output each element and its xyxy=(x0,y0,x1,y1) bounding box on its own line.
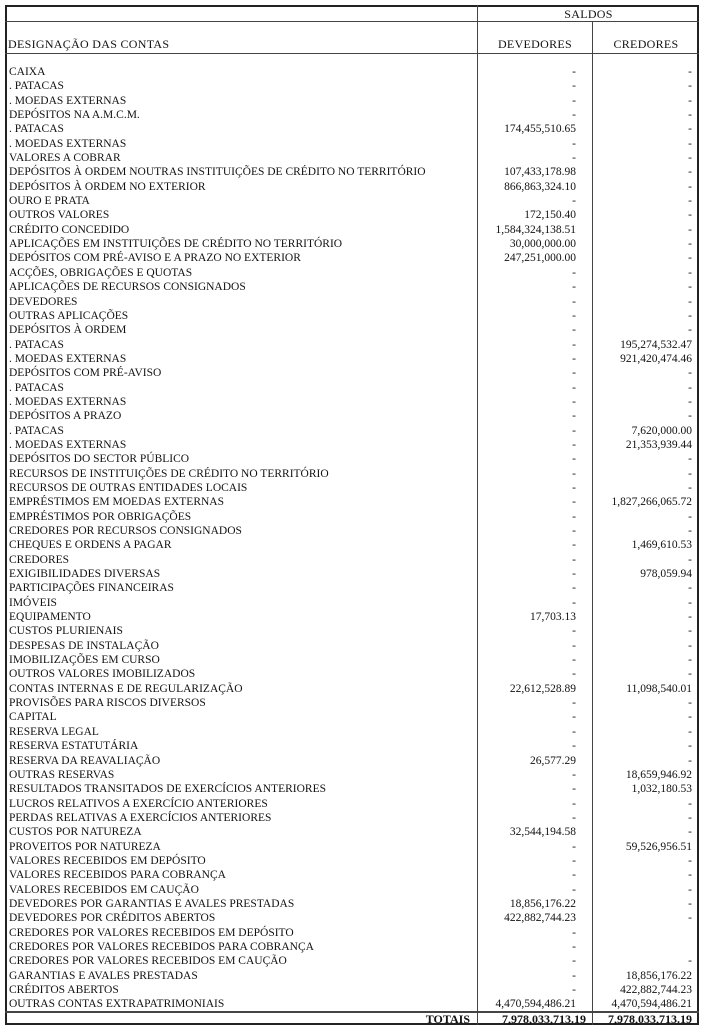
table-row xyxy=(7,323,699,337)
credores-value: - xyxy=(688,295,692,308)
table-row xyxy=(7,137,699,151)
account-name: OUTROS VALORES IMOBILIZADOS xyxy=(9,668,196,681)
account-name: DEPÓSITOS A PRAZO xyxy=(9,410,122,423)
divider xyxy=(5,53,699,54)
account-name: DEVEDORES xyxy=(9,295,78,308)
credores-value: 18,856,176.22 xyxy=(625,969,692,982)
credores-value: - xyxy=(688,109,692,122)
account-name: EMPRÉSTIMOS POR OBRIGAÇÕES xyxy=(9,510,192,523)
table-row xyxy=(7,911,699,925)
credores-value: - xyxy=(688,166,692,179)
table-row xyxy=(7,510,699,524)
devedores-value: - xyxy=(572,367,576,380)
credores-value: - xyxy=(688,754,692,767)
table-row xyxy=(7,624,699,638)
account-name: CREDORES xyxy=(9,553,70,566)
credores-value: - xyxy=(688,811,692,824)
table-row xyxy=(7,409,699,423)
account-name: DEPÓSITOS COM PRÉ-AVISO E A PRAZO NO EXTERIOR xyxy=(9,252,301,265)
account-name: PROVEITOS POR NATUREZA xyxy=(9,840,161,853)
account-name: CREDORES POR RECURSOS CONSIGNADOS xyxy=(9,525,242,537)
account-name: . MOEDAS EXTERNAS xyxy=(9,137,127,150)
devedores-value: - xyxy=(572,725,576,738)
credores-value: - xyxy=(688,367,692,380)
account-name: RESERVA ESTATUTÁRIA xyxy=(9,740,139,753)
accounts-table-body xyxy=(7,65,699,1012)
devedores-value: 30,000,000.00 xyxy=(509,238,576,251)
devedores-value: - xyxy=(572,467,576,480)
account-name: VALORES RECEBIDOS PARA COBRANÇA xyxy=(9,869,226,882)
account-name: RECURSOS DE OUTRAS ENTIDADES LOCAIS xyxy=(9,481,248,494)
devedores-value: - xyxy=(572,295,576,308)
table-row xyxy=(7,151,699,165)
divider xyxy=(5,21,699,22)
account-name: . MOEDAS EXTERNAS xyxy=(9,352,127,365)
table-row xyxy=(7,438,699,452)
credores-value: - xyxy=(688,797,692,810)
devedores-value: - xyxy=(572,338,576,351)
devedores-value: 172,150.40 xyxy=(524,209,576,222)
devedores-value: - xyxy=(572,525,576,537)
credores-value: 1,827,266,065.72 xyxy=(611,496,692,509)
credores-value: - xyxy=(688,596,692,609)
devedores-value: 18,856,176.22 xyxy=(509,897,576,910)
table-row xyxy=(7,122,699,136)
header-credores: CREDORES xyxy=(613,37,679,51)
account-name: OUTRAS RESERVAS xyxy=(9,768,115,781)
devedores-value: - xyxy=(572,783,576,796)
table-row xyxy=(7,883,699,897)
account-name: RECURSOS DE INSTITUIÇÕES DE CRÉDITO NO TERRITÓRIO xyxy=(9,467,329,480)
table-row xyxy=(7,653,699,667)
account-name: CAIXA xyxy=(9,66,46,78)
table-row xyxy=(7,395,699,409)
account-name: DEPÓSITOS À ORDEM xyxy=(9,324,127,337)
credores-value: - xyxy=(688,209,692,222)
header-designacao: DESIGNAÇÃO DAS CONTAS xyxy=(8,37,170,51)
credores-value: - xyxy=(688,123,692,136)
account-name: . PATACAS xyxy=(9,123,64,136)
devedores-value: - xyxy=(572,869,576,882)
table-row xyxy=(7,381,699,395)
devedores-value: - xyxy=(572,266,576,279)
table-row xyxy=(7,94,699,108)
table-row xyxy=(7,725,699,739)
table-row xyxy=(7,338,699,352)
table-row xyxy=(7,983,699,997)
credores-value: - xyxy=(688,252,692,265)
credores-value: - xyxy=(688,453,692,466)
credores-value: 195,274,532.47 xyxy=(620,338,692,351)
devedores-value: - xyxy=(572,596,576,609)
table-row xyxy=(7,280,699,294)
credores-value: 7,620,000.00 xyxy=(631,424,692,437)
devedores-value: - xyxy=(572,109,576,122)
credores-value: 921,420,474.46 xyxy=(620,352,692,365)
account-name: . PATACAS xyxy=(9,80,64,93)
account-name: VALORES RECEBIDOS EM DEPÓSITO xyxy=(9,854,206,867)
table-row xyxy=(7,481,699,495)
table-row xyxy=(7,797,699,811)
account-name: CRÉDITO CONCEDIDO xyxy=(9,223,130,236)
credores-value: - xyxy=(688,955,692,968)
account-name: IMÓVEIS xyxy=(9,596,57,609)
table-row xyxy=(7,352,699,366)
table-row xyxy=(7,237,699,251)
credores-value: - xyxy=(688,510,692,523)
account-name: OUTRAS CONTAS EXTRAPATRIMONIAIS xyxy=(9,998,225,1011)
devedores-value: - xyxy=(572,639,576,652)
credores-value: - xyxy=(688,625,692,638)
table-row xyxy=(7,768,699,782)
table-row xyxy=(7,840,699,854)
credores-value: - xyxy=(688,238,692,251)
account-name: VALORES RECEBIDOS EM CAUÇÃO xyxy=(9,883,199,896)
account-name: CUSTOS PLURIENAIS xyxy=(9,625,123,638)
table-row xyxy=(7,366,699,380)
table-row xyxy=(7,854,699,868)
devedores-value: - xyxy=(572,840,576,853)
table-row xyxy=(7,868,699,882)
credores-value: - xyxy=(688,826,692,839)
devedores-value: 422,882,744.23 xyxy=(504,912,576,925)
credores-value: - xyxy=(688,266,692,279)
table-row xyxy=(7,811,699,825)
table-row xyxy=(7,581,699,595)
account-name: DEPÓSITOS À ORDEM NOUTRAS INSTITUIÇÕES DE CRÉDITO NO TERRITÓRIO xyxy=(9,166,426,179)
devedores-value: - xyxy=(572,309,576,322)
devedores-value: - xyxy=(572,768,576,781)
account-name: APLICAÇÕES DE RECURSOS CONSIGNADOS xyxy=(9,281,246,294)
devedores-value: 32,544,194.58 xyxy=(509,826,576,839)
credores-value: - xyxy=(688,223,692,236)
totals-devedores: 7,978,033,713.19 xyxy=(502,1012,586,1026)
devedores-value: - xyxy=(572,797,576,810)
credores-value: - xyxy=(688,395,692,408)
credores-value: - xyxy=(688,740,692,753)
account-name: LUCROS RELATIVOS A EXERCÍCIO ANTERIORES xyxy=(9,797,268,810)
credores-value: - xyxy=(688,912,692,925)
account-name: EMPRÉSTIMOS EM MOEDAS EXTERNAS xyxy=(9,496,225,509)
table-row xyxy=(7,295,699,309)
devedores-value: - xyxy=(572,711,576,724)
devedores-value: - xyxy=(572,668,576,681)
table-row xyxy=(7,538,699,552)
devedores-value: - xyxy=(572,969,576,982)
account-name: . PATACAS xyxy=(9,424,64,437)
table-row xyxy=(7,825,699,839)
devedores-value: - xyxy=(572,381,576,394)
devedores-value: - xyxy=(572,324,576,337)
account-name: OURO E PRATA xyxy=(9,195,90,208)
credores-value: - xyxy=(688,897,692,910)
devedores-value: - xyxy=(572,395,576,408)
account-name: OUTROS VALORES xyxy=(9,209,110,222)
account-name: . PATACAS xyxy=(9,338,64,351)
table-row xyxy=(7,452,699,466)
account-name: DEPÓSITOS À ORDEM NO EXTERIOR xyxy=(9,180,206,193)
devedores-value: - xyxy=(572,496,576,509)
devedores-value: - xyxy=(572,453,576,466)
devedores-value: - xyxy=(572,740,576,753)
totals-credores: 7,978,033,713.19 xyxy=(608,1012,692,1026)
table-row xyxy=(7,79,699,93)
devedores-value: 26,577.29 xyxy=(530,754,576,767)
credores-value: - xyxy=(688,711,692,724)
totals-label: TOTAIS xyxy=(425,1012,470,1026)
credores-value: - xyxy=(688,854,692,867)
devedores-value: - xyxy=(572,80,576,93)
credores-value: - xyxy=(688,381,692,394)
devedores-value: - xyxy=(572,654,576,667)
credores-value: 422,882,744.23 xyxy=(620,984,692,996)
devedores-value: 866,863,324.10 xyxy=(504,180,576,193)
account-name: PROVISÕES PARA RISCOS DIVERSOS xyxy=(9,697,206,710)
account-name: CHEQUES E ORDENS A PAGAR xyxy=(9,539,172,552)
account-name: . MOEDAS EXTERNAS xyxy=(9,395,127,408)
account-name: DEVEDORES POR GARANTIAS E AVALES PRESTADAS xyxy=(9,897,295,910)
credores-value: - xyxy=(688,725,692,738)
table-row xyxy=(7,467,699,481)
credores-value: - xyxy=(688,66,692,78)
devedores-value: - xyxy=(572,582,576,595)
credores-value: - xyxy=(688,883,692,896)
credores-value: - xyxy=(688,80,692,93)
devedores-value: - xyxy=(572,137,576,150)
account-name: DEPÓSITOS NA A.M.C.M. xyxy=(9,109,140,122)
devedores-value: 4,470,594,486.21 xyxy=(495,998,576,1011)
table-row xyxy=(7,223,699,237)
account-name: VALORES A COBRAR xyxy=(9,152,121,165)
account-name: OUTRAS APLICAÇÕES xyxy=(9,309,129,322)
credores-value: - xyxy=(688,525,692,537)
account-name: GARANTIAS E AVALES PRESTADAS xyxy=(9,969,198,982)
credores-value: 18,659,946.92 xyxy=(625,768,692,781)
table-row xyxy=(7,667,699,681)
devedores-value: - xyxy=(572,424,576,437)
credores-value: - xyxy=(688,668,692,681)
table-row xyxy=(7,926,699,940)
devedores-value: - xyxy=(572,539,576,552)
table-row xyxy=(7,165,699,179)
credores-value: 11,098,540.01 xyxy=(626,682,692,695)
table-row xyxy=(7,782,699,796)
devedores-value: - xyxy=(572,438,576,451)
table-row xyxy=(7,524,699,538)
account-name: RESERVA DA REAVALIAÇÃO xyxy=(9,754,161,767)
table-row xyxy=(7,997,699,1011)
account-name: CREDORES POR VALORES RECEBIDOS EM DEPÓSITO xyxy=(9,926,294,939)
credores-value: 59,526,956.51 xyxy=(625,840,692,853)
table-row xyxy=(7,553,699,567)
account-name: PERDAS RELATIVAS A EXERCÍCIOS ANTERIORES xyxy=(9,811,272,824)
account-name: CUSTOS POR NATUREZA xyxy=(9,826,142,839)
credores-value: - xyxy=(688,180,692,193)
devedores-value: - xyxy=(572,410,576,423)
devedores-value: - xyxy=(572,625,576,638)
devedores-value: - xyxy=(572,510,576,523)
credores-value: 1,469,610.53 xyxy=(631,539,692,552)
devedores-value: - xyxy=(572,481,576,494)
credores-value: - xyxy=(688,137,692,150)
credores-value: - xyxy=(688,281,692,294)
header-saldos: SALDOS xyxy=(564,7,613,21)
credores-value: 21,353,939.44 xyxy=(625,438,692,451)
credores-value: - xyxy=(688,582,692,595)
table-row xyxy=(7,639,699,653)
account-name: DEVEDORES POR CRÉDITOS ABERTOS xyxy=(9,912,216,925)
account-name: CREDORES POR VALORES RECEBIDOS EM CAUÇÃO xyxy=(9,955,287,968)
credores-value: - xyxy=(688,611,692,624)
table-row xyxy=(7,969,699,983)
table-row xyxy=(7,897,699,911)
credores-value: - xyxy=(688,195,692,208)
table-row xyxy=(7,567,699,581)
devedores-value: - xyxy=(572,984,576,996)
table-row xyxy=(7,180,699,194)
account-name: CREDORES POR VALORES RECEBIDOS PARA COBRANÇA xyxy=(9,940,314,953)
credores-value: - xyxy=(688,467,692,480)
devedores-value: - xyxy=(572,568,576,581)
devedores-value: - xyxy=(572,195,576,208)
devedores-value: - xyxy=(572,811,576,824)
table-row xyxy=(7,610,699,624)
credores-value: - xyxy=(688,697,692,710)
devedores-value: - xyxy=(572,553,576,566)
table-row xyxy=(7,940,699,954)
credores-value: - xyxy=(688,654,692,667)
credores-value: 4,470,594,486.21 xyxy=(611,998,692,1011)
credores-value: - xyxy=(688,553,692,566)
devedores-value: - xyxy=(572,883,576,896)
table-row xyxy=(7,596,699,610)
devedores-value: - xyxy=(572,152,576,165)
devedores-value: - xyxy=(572,94,576,107)
table-row xyxy=(7,266,699,280)
account-name: DEPÓSITOS DO SECTOR PÚBLICO xyxy=(9,453,190,466)
account-name: EQUIPAMENTO xyxy=(9,611,91,624)
devedores-value: - xyxy=(572,352,576,365)
devedores-value: - xyxy=(572,955,576,968)
account-name: . PATACAS xyxy=(9,381,64,394)
table-row xyxy=(7,424,699,438)
devedores-value: 1,584,324,138.51 xyxy=(495,223,576,236)
account-name: CONTAS INTERNAS E DE REGULARIZAÇÃO xyxy=(9,682,243,695)
table-row xyxy=(7,194,699,208)
table-row xyxy=(7,208,699,222)
account-name: RESULTADOS TRANSITADOS DE EXERCÍCIOS ANTERIORES xyxy=(9,783,326,796)
credores-value: - xyxy=(688,152,692,165)
credores-value: - xyxy=(688,309,692,322)
table-row xyxy=(7,754,699,768)
account-name: DEPÓSITOS COM PRÉ-AVISO xyxy=(9,367,162,380)
devedores-value: 17,703.13 xyxy=(530,611,576,624)
devedores-value: - xyxy=(572,66,576,78)
devedores-value: 22,612,528.89 xyxy=(509,682,576,695)
devedores-value: - xyxy=(572,926,576,939)
account-name: CAPITAL xyxy=(9,711,57,724)
credores-value: - xyxy=(688,481,692,494)
credores-value: - xyxy=(688,94,692,107)
table-row xyxy=(7,696,699,710)
account-name: IMOBILIZAÇÕES EM CURSO xyxy=(9,654,160,667)
account-name: ACÇÕES, OBRIGAÇÕES E QUOTAS xyxy=(9,266,193,279)
table-row xyxy=(7,739,699,753)
account-name: RESERVA LEGAL xyxy=(9,725,99,738)
table-row xyxy=(7,108,699,122)
table-row xyxy=(7,710,699,724)
account-name: . MOEDAS EXTERNAS xyxy=(9,438,127,451)
devedores-value: 247,251,000.00 xyxy=(504,252,576,265)
devedores-value: - xyxy=(572,940,576,953)
account-name: PARTICIPAÇÕES FINANCEIRAS xyxy=(9,582,174,595)
credores-value: - xyxy=(688,869,692,882)
table-row xyxy=(7,309,699,323)
table-row xyxy=(7,682,699,696)
credores-value: - xyxy=(688,324,692,337)
account-name: CRÉDITOS ABERTOS xyxy=(9,984,119,996)
header-devedores: DEVEDORES xyxy=(497,37,573,51)
devedores-value: 174,455,510.65 xyxy=(504,123,576,136)
table-row xyxy=(7,954,699,968)
devedores-value: - xyxy=(572,697,576,710)
table-row xyxy=(7,495,699,509)
credores-value: - xyxy=(688,639,692,652)
devedores-value: 107,433,178.98 xyxy=(504,166,576,179)
account-name: APLICAÇÕES EM INSTITUIÇÕES DE CRÉDITO NO TERRITÓRIO xyxy=(9,238,343,251)
devedores-value: - xyxy=(572,854,576,867)
account-name: EXIGIBILIDADES DIVERSAS xyxy=(9,568,161,581)
credores-value: 978,059.94 xyxy=(640,568,692,581)
account-name: . MOEDAS EXTERNAS xyxy=(9,94,127,107)
table-row xyxy=(7,251,699,265)
account-name: DESPESAS DE INSTALAÇÃO xyxy=(9,639,159,652)
credores-value: 1,032,180.53 xyxy=(631,783,692,796)
table-row xyxy=(7,65,699,79)
devedores-value: - xyxy=(572,281,576,294)
credores-value: - xyxy=(688,410,692,423)
